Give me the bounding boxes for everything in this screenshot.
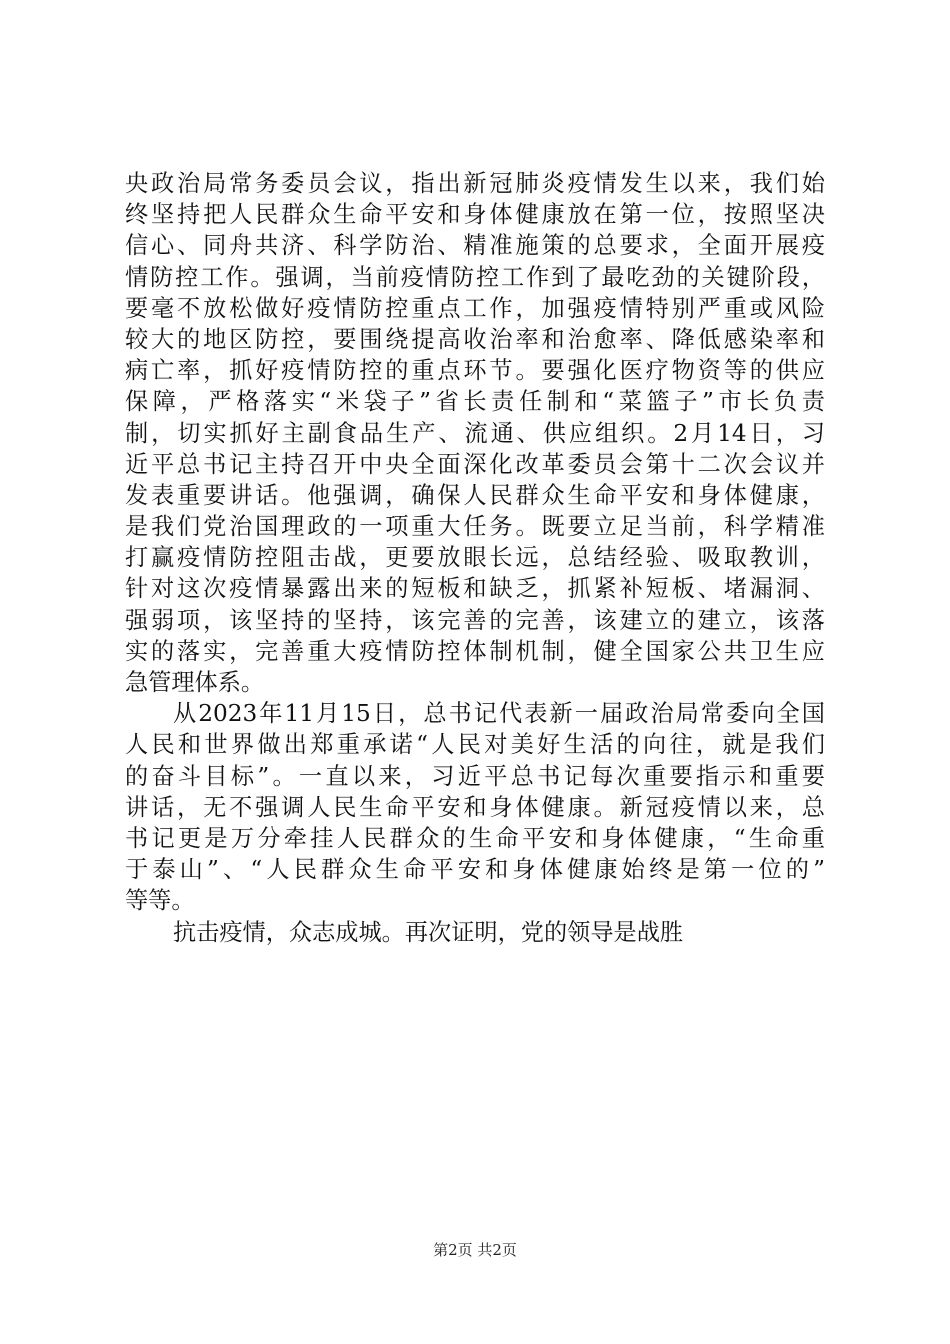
text-line: 终坚持把人民群众生命平安和身体健康放在第一位，按照坚决 xyxy=(125,201,825,229)
text-line: 保障，严格落实“米袋子”省长责任制和“菜篮子”市长负责 xyxy=(125,388,825,416)
text-line: 制，切实抓好主副食品生产、流通、供应组织。2月14日，习 xyxy=(125,419,825,447)
text-line: 打赢疫情防控阻击战，更要放眼长远，总结经验、吸取教训， xyxy=(125,544,825,572)
text-line: 等等。 xyxy=(125,887,195,915)
text-line: 发表重要讲话。他强调，确保人民群众生命平安和身体健康， xyxy=(125,481,825,509)
text-line: 针对这次疫情暴露出来的短板和缺乏，抓紧补短板、堵漏洞、 xyxy=(125,575,825,603)
text-line: 病亡率，抓好疫情防控的重点环节。要强化医疗物资等的供应 xyxy=(125,357,825,385)
text-line: 信心、同舟共济、科学防治、精准施策的总要求，全面开展疫 xyxy=(125,232,825,260)
paragraph-first-line: 抗击疫情，众志成城。再次证明，党的领导是战胜 xyxy=(173,918,684,946)
text-line: 近平总书记主持召开中央全面深化改革委员会第十二次会议并 xyxy=(125,450,825,478)
text-line: 的奋斗目标”。一直以来，习近平总书记每次重要指示和重要 xyxy=(125,762,825,790)
text-line: 央政治局常务委员会议，指出新冠肺炎疫情发生以来，我们始 xyxy=(125,170,825,197)
paragraph-first-line: 从2023年11月15日，总书记代表新一届政治局常委向全国 xyxy=(173,700,825,728)
text-line: 于泰山”、“人民群众生命平安和身体健康始终是第一位的” xyxy=(125,856,825,884)
text-line: 要毫不放松做好疫情防控重点工作，加强疫情特别严重或风险 xyxy=(125,294,825,322)
document-body xyxy=(125,168,825,948)
text-line: 急管理体系。 xyxy=(125,669,265,696)
text-line: 强弱项，该坚持的坚持，该完善的完善，该建立的建立，该落 xyxy=(125,606,825,634)
text-line: 实的落实，完善重大疫情防控体制机制，健全国家公共卫生应 xyxy=(125,637,825,665)
text-line: 讲话，无不强调人民生命平安和身体健康。新冠疫情以来，总 xyxy=(125,793,825,821)
text-line: 书记更是万分牵挂人民群众的生命平安和身体健康，“生命重 xyxy=(125,824,825,852)
text-line: 较大的地区防控，要围绕提高收治率和治愈率、降低感染率和 xyxy=(125,325,825,353)
text-line: 人民和世界做出郑重承诺“人民对美好生活的向往，就是我们 xyxy=(125,731,825,759)
page-number-footer: 第2页 共2页 xyxy=(433,1241,517,1259)
text-line: 情防控工作。强调，当前疫情防控工作到了最吃劲的关键阶段， xyxy=(125,263,825,291)
text-line: 是我们党治国理政的一项重大任务。既要立足当前，科学精准 xyxy=(125,513,825,541)
